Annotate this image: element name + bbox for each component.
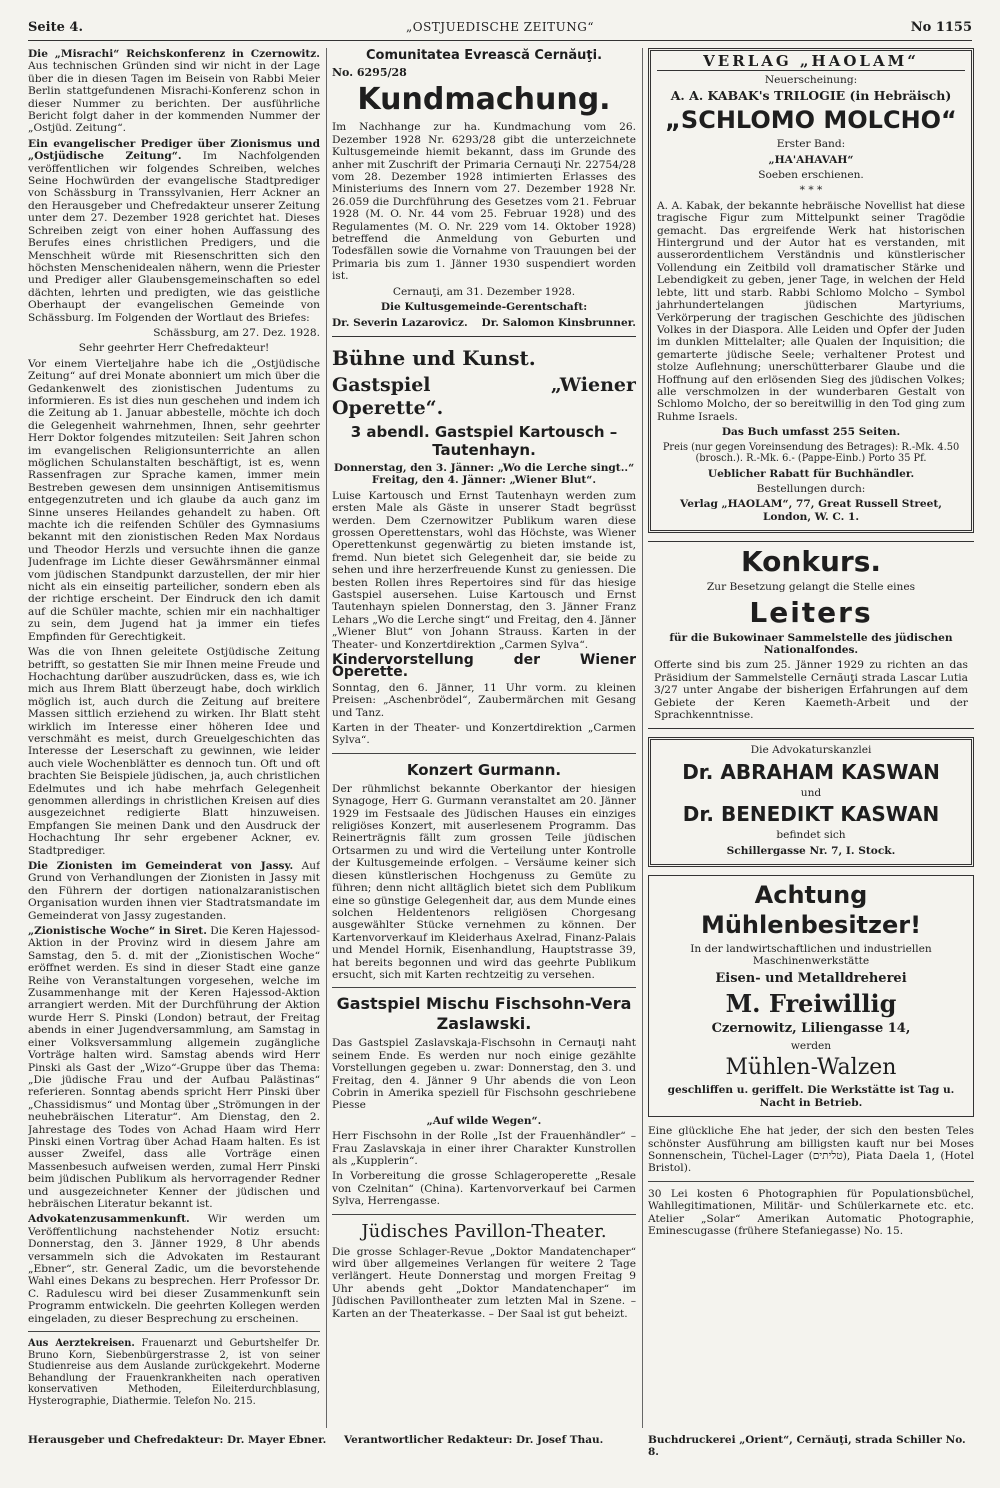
volume-label: Erster Band: bbox=[776, 138, 846, 151]
book-pages: Das Buch umfasst 255 Seiten. bbox=[721, 426, 901, 439]
konkurs-position: Leiters bbox=[749, 595, 873, 629]
book-title: „SCHLOMO MOLCHO“ bbox=[665, 106, 957, 135]
fischsohn-play: „Auf wilde Wegen“. bbox=[426, 1114, 542, 1127]
article-heading: Die Zionisten im Gemeinderat von Jassy. bbox=[28, 860, 294, 872]
konzert-body: Der rühmlichst bekannte Oberkantor der hiesigen Synagoge, Herr G. Gurmann veranstaltet am 20. Jänner 1929 im Festsaale des Jüdischen Hauses ein einziges religiöses Konzert, mit auserlesenem Programm. Das Reinerträgnis fällt zum grossen Teile jüdischen Ortsarmen zu und wird die Verteilung unter Kontrolle der Kultusgemeinde erfolgen. – Versäume keiner sich diesen künstlerischen Hochgenuss zu Gemüte zu führen; denn nicht alltäglich bietet sich dem Publikum eine so günstige Gelegenheit dar, aus dem Munde eines solchen Heldentenors religiösen Chorgesang ausgewählter Stücke vernehmen zu können. Der Kartenvorverkauf im Kleiderhaus Axelrad, Finanz-Palais und Mendel Hornik, Eisenhandlung, Hauptstrasse 39, hat bereits begonnen und wird das geehrte Publikum ersucht, sich mit Karten rechtzeitig zu versehen. bbox=[332, 782, 636, 981]
kindervorstellung-body: Sonntag, den 6. Jänner, 11 Uhr vorm. zu kleinen Preisen: „Aschenbrödel“, Zaubermärchen mit Gesang und Tanz. bbox=[332, 681, 636, 719]
pavillon-body: Die grosse Schlager-Revue „Doktor Mandatenchaper“ wird über allgemeines Verlangen für weitere 2 Tage verlängert. Heute Donnerstag und morgen Freitag 9 Uhr abends geht „Doktor Mandatenchaper“ im Jüdischen Pavillontheater zum letzten Mal in Szene. – Karten an der Theaterkasse. – Der Saal ist gut beheizt. bbox=[332, 1245, 636, 1320]
notice-ref: No. 6295/28 bbox=[332, 66, 407, 79]
location-label: befindet sich bbox=[776, 829, 846, 842]
article-advokaten bbox=[28, 1213, 320, 1325]
article-jassy bbox=[28, 860, 320, 922]
notice-signature: Die Kultusgemeinde-Gerentschaft: bbox=[380, 301, 588, 314]
ad-teles: Eine glückliche Ehe hat jeder, der sich den besten Teles schönster Ausführung am billigsten kauft nur bei Moses Sonnenschein, Tüchel-Lager (טליתים), Piata Daela 1, (Hotel Bristol). bbox=[648, 1125, 974, 1175]
gastspiel-body: Luise Kartousch und Ernst Tautenhayn werden zum ersten Male als Gäste in unserer Stadt begrüsst werden. Dem Czernowitzer Publikum waren diese grossen Operettenstars, wohl das Höchste, was Wiener Operettenkunst gegenwärtig zu bieten imstande ist, fremd. Nun bietet sich Gelegenheit dar, sie beide zu sehen und ihre herzerfreuende Kunst zu geniessen. Die besten Rollen ihres Repertoires sind für das hiesige Gastspiel ausersehen. Luise Kartousch und Ernst Tautenhayn spielen Donnerstag, den 3. Jänner Franz Lehars „Wo die Lerche singt“ und Freitag, den 4. Jänner „Wiener Blut“ von Johann Strauss. Karten in der Theater- und Konzertdirektion „Carmen Sylva“. bbox=[332, 489, 636, 651]
gastspiel-title: Gastspiel „Wiener Operette“. bbox=[332, 373, 636, 419]
product-description: geschliffen u. geriffelt. Die Werkstätte ist Tag u. Nacht in Betrieb. bbox=[667, 1084, 955, 1109]
gastspiel-dates: Donnerstag, den 3. Jänner: „Wo die Lerche singt..“ Freitag, den 4. Jänner: „Wiener Blut“. bbox=[333, 461, 635, 487]
article-body: Die Keren Hajessod-Aktion in der Provinz wird in diesem Jahre am Samstag, den 5. d. mit der „Zionistischen Woche“ eröffnet werden. Es sind in dieser Stadt eine ganze Reihe von Veranstaltungen vorgesehen, welche im Zusammenhange mit der Keren Hajessod-Aktion arrangiert werden. Mit der Durchführung der Aktion wurde Herr S. Pinski (London) betraut, der Freitag abends in einer Jugendversammlung, am Samstag in einer Volksversammlung allgemein zugängliche Vorträge halten wird. Samstag abends wird Herr Pinski als Gast der „Wizo“-Gruppe über das Thema: „Die jüdische Frau und der Aufbau Palästinas“ referieren. Sonntag abends spricht Herr Pinski über „Chassidismus“ und Montag über „Strömungen in der neuhebräischen Literatur“. Am Dienstag, den 2. Jahrestage des Todes von Achad Haam wird Herr Pinski einen Vortrag über Achad Haam halten. Es ist ausser Zweifel, dass alle Vorträge einen Massenbesuch aufweisen werden, zumal Herr Pinski beim jüdischen Publikum als hervorragender Redner und ausgezeichneter Kenner der jüdischen und hebräischen Literatur bekannt ist. bbox=[28, 925, 320, 1210]
article-body: Wir werden um Veröffentlichung nachstehender Notiz ersucht: Donnerstag, den 3. Jänner 1929, 8 Uhr abends versammeln sich die Advokaten im Restaurant „Ebner“, str. General Zadic, um die bevorstehende Wahl eines Dekans zu besprechen. Herr Professor Dr. C. Radulescu wird bei dieser Zusammenkunft sein Programm entwickeln. Die geehrten Kollegen werden eingeladen, zu dieser Besprechung zu erscheinen. bbox=[28, 1213, 320, 1325]
pavillon-title: Jüdisches Pavillon-Theater. bbox=[361, 1220, 607, 1242]
haolam-ad bbox=[648, 48, 974, 533]
separator-stars: * * * bbox=[799, 184, 823, 197]
kaswan-ad bbox=[648, 737, 974, 867]
company-name: M. Freiwillig bbox=[725, 988, 897, 1018]
divider bbox=[332, 1214, 636, 1215]
book-author: A. A. KABAK's TRILOGIE (in Hebräisch) bbox=[670, 87, 952, 103]
signer-name: Dr. Salomon Kinsbrunner. bbox=[481, 316, 636, 329]
notice-date: Cernauţi, am 31. Dezember 1928. bbox=[392, 285, 576, 298]
new-release-label: Neuerscheinung: bbox=[764, 74, 858, 87]
ad-aerztekreisen bbox=[28, 1338, 320, 1407]
ad-body: Frauenarzt und Geburtshelfer Dr. Bruno Korn, Siebenbürgerstrasse 2, ist von seiner Studienreise aus dem Auslande zurückgekehrt. Moderne Behandlung der Frauenkrankheiten nach operativen konservativen Methoden, Eileiterdurchblasung, Hysterographie, Diathermie. Telefon No. 215. bbox=[28, 1338, 320, 1407]
article-siret bbox=[28, 925, 320, 1210]
company-address: Czernowitz, Liliengasse 14, bbox=[711, 1020, 911, 1036]
kindervorstellung-body: Karten in der Theater- und Konzertdirektion „Carmen Sylva“. bbox=[332, 722, 636, 747]
konkurs-organization: für die Bukowinaer Sammelstelle des jüdischen Nationalfondes. bbox=[669, 631, 953, 656]
lawyer-name: Dr. BENEDIKT KASWAN bbox=[682, 802, 940, 827]
article-body: Im Nachfolgenden veröffentlichen wir folgendes Schreiben, welches Seine Hochwürden der evangelische Stadtprediger von Schässburg in Transsylvanien, Herr Ackner an den Herausgeber und Chefredakteur unserer Zeitung unter dem 27. Dezember 1928 gerichtet hat. Dieses Schreiben zeigt von einer hohen Auffassung des Berufes eines christlichen Predigers, und die Menschheit würde mit Riesenschritten sich den höchsten Menschenidealen nähern, wenn die Priester und Prediger aller Glaubensgemeinschaften so edel dächten, lehrten und predigten, wie das geistliche Oberhaupt der evangelischen Gemeinde von Schässburg. Im Folgenden der Wortlaut des Briefes: bbox=[28, 150, 320, 324]
gastspiel-subtitle: 3 abendl. Gastspiel Kartousch – Tautenhayn. bbox=[350, 422, 618, 459]
publisher-credit: Herausgeber und Chefredakteur: Dr. Mayer Ebner. bbox=[28, 1434, 327, 1446]
header-rule bbox=[28, 40, 972, 41]
konzert-title: Konzert Gurmann. bbox=[406, 760, 562, 779]
article-body: Aus technischen Gründen sind wir nicht in der Lage über die in diesen Tagen im Beisein von Rabbi Meier Berlin stattgefundenen Misrachi-Konferenz schon in dieser Nummer zu berichten. Der ausführliche Bericht folgt daher in der kommenden Nummer der „Ostjüd. Zeitung“. bbox=[28, 60, 320, 135]
fischsohn-body: Das Gastspiel Zaslavskaja-Fischsohn in Cernauţi naht seinem Ende. Es werden nur noch einige gezählte Vorstellungen gegeben u. zwar: Donnerstag, den 3. und Freitag, den 4. Jänner 9 Uhr abends die von Leon Cobrin in Amerika speziell für Fischsohn geschriebene Piesse bbox=[332, 1037, 636, 1112]
workshop-kind: Eisen- und Metalldreherei bbox=[715, 970, 907, 986]
ad-photo: 30 Lei kosten 6 Photographien für Populationsbüchel, Wahllegitimationen, Militär- und Schülerkarnete etc. etc. Atelier „Solar“ Amerikan Automatic Photographie, Eminescugasse (frühere Stefaniegasse) No. 15. bbox=[648, 1187, 974, 1237]
freiwillig-ad bbox=[648, 875, 974, 1117]
column-middle bbox=[332, 48, 636, 1428]
editor-credit: Verantwortlicher Redakteur: Dr. Josef Thau. bbox=[344, 1434, 604, 1446]
notice-title: Kundmachung. bbox=[357, 82, 611, 118]
article-heading: Die „Misrachi“ Reichskonferenz in Czernowitz. bbox=[28, 48, 320, 60]
kindervorstellung-title: Kindervorstellung der Wiener Operette. bbox=[332, 652, 636, 681]
printer-credit: Buchdruckerei „Orient“, Cernăuţi, strada Schiller No. 8. bbox=[648, 1434, 966, 1458]
article-heading: „Zionistische Woche“ in Siret. bbox=[28, 925, 207, 938]
newspaper-title: „OSTJUEDISCHE ZEITUNG“ bbox=[406, 20, 594, 34]
column-divider bbox=[326, 48, 327, 1428]
divider bbox=[28, 1331, 320, 1332]
divider bbox=[332, 987, 636, 988]
column-left bbox=[28, 48, 320, 1428]
conjunction: und bbox=[800, 786, 822, 799]
article-heading: Ein evangelischer Prediger über Zionismus und „Ostjüdische Zeitung“. bbox=[28, 137, 320, 163]
issue-number: No 1155 bbox=[910, 20, 972, 35]
konkurs-ad bbox=[648, 541, 974, 729]
volume-name: „HA'AHAVAH“ bbox=[768, 153, 854, 166]
kundmachung-notice bbox=[332, 48, 636, 337]
page-header bbox=[28, 16, 972, 38]
ad-heading: Aus Aerztekreisen. bbox=[28, 1338, 135, 1350]
column-right bbox=[648, 48, 974, 1428]
letter-salutation: Sehr geehrter Herr Chefredakteur! bbox=[78, 342, 270, 355]
divider bbox=[648, 1181, 974, 1182]
letter-body: Was die von Ihnen geleitete Ostjüdische Zeitung betrifft, so gestatten Sie mir Ihnen meine Freude und Hochachtung darüber auszudrücken, dass es, wie ich mich aus Ihrem Blatt überzeugt habe, doch wirklich möglich ist, auch durch die Zeitung auf breitere Massen sittlich erziehend zu wirken. Ihr Blatt steht wirklich im Interesse einer höheren Idee und verschmäht es meist, durch Greuelgeschichten das Interesse der Leserschaft zu gewinnen, wie leider auch viele Wochenblätter es dennoch tun. Oft und oft brachten Sie Beispiele jüdischen, ja, auch christlichen Edelmutes und ich habe mehrfach Gelegenheit genommen allerdings in christlichen Kreisen auf dies ausgezeichnet redigierte Blatt hinzuweisen. Empfangen Sie meinen Dank und den Ausdruck der Hochachtung Ihr sehr ergebener Ackner, ev. Stadtprediger. bbox=[28, 646, 320, 857]
article-body: Auf Grund von Verhandlungen der Zionisten in Jassy mit den Führern der dortigen nationalzaranistischen Organisation wurden ihnen vier Stadtratsmandate im Gemeinderat von Jassy zugestanden. bbox=[28, 860, 320, 922]
fischsohn-cast: Herr Fischsohn in der Rolle „Ist der Frauenhändler“ – Frau Zaslavskaja in einer ihrer Charakter Kunstrollen als „Kupplerin“. bbox=[332, 1130, 636, 1167]
office-address: Schillergasse Nr. 7, I. Stock. bbox=[726, 844, 896, 857]
connector-word: werden bbox=[790, 1039, 832, 1052]
page-footer bbox=[28, 1432, 972, 1458]
publisher-name: VERLAG „HAOLAM“ bbox=[657, 55, 965, 71]
section-title: Bühne und Kunst. bbox=[332, 345, 536, 370]
notice-body: Im Nachhange zur ha. Kundmachung vom 26. Dezember 1928 Nr. 6293/28 gibt die unterzeichnete Kultusgemeinde hiemit bekannt, dass im Grunde des anher mit Zuschrift der Primaria Cernauţi Nr. 22754/28 vom 28. Dezember 1928 intimierten Erlasses des Ministeriums des Innern vom 27. Dezember 1928 Nr. 26.059 die Durchführung des Gesetzes vom 21. Februar 1928 (M. O. Nr. 44 vom 25. Februar 1928) und des Regulamentes (M. O. Nr. 229 vom 14. Oktober 1928) betreffend die Anmeldung von Geburten und Todesfällen sowie die Vornahme von Trauungen bei der Primaria bis zum 1. Jänner 1930 suspendiert worden ist. bbox=[332, 121, 636, 283]
product-name: Mühlen-Walzen bbox=[725, 1055, 897, 1081]
column-divider bbox=[642, 48, 643, 1428]
konkurs-title: Konkurs. bbox=[740, 545, 882, 579]
article-misrachi bbox=[28, 48, 320, 135]
letter-body: Vor einem Vierteljahre habe ich die „Ostjüdische Zeitung“ auf drei Monate abonniert um mich über die Gedankenwelt des zionistischen Judentums zu informieren. Es ist dies nun geschehen und indem ich die Zeitung ab 1. Januar abbestelle, möchte ich doch die Gelegenheit wahrnehmen, Ihnen, sehr geehrter Herr Doktor folgendes mitzuteilen: Seit Jahren schon im evangelischen Religionsunterrichte an allen möglichen Schulanstalten beschäftigt, ist es, wenn Rassenfragen zur Sprache kamen, immer mein Bestreben gewesen dem unsinnigen Antisemitismus entgegenzutreten und ich glaube da auch ganz im Sinne unseres Heilandes gehandelt zu haben. Oft machte ich die reifenden Schüler des Gymnasiums bekannt mit den zionistischen Reden Max Nordaus und Theodor Herzls und versuchte ihnen die ganze Judenfrage im Lichte dieser Gewährsmänner einmal vom jüdischen Standpunkt darzustellen, der mir hier nicht als ein einseitig parteilicher, sondern eben als der richtige erscheint. Der Eindruck den ich damit auf die Schüler machte, schien mir ein nachhaltiger zu sein, dem Jugend hat ja immer ein tiefes Empfinden für Gerechtigkeit. bbox=[28, 357, 320, 643]
konkurs-subtitle: Zur Besetzung gelangt die Stelle eines bbox=[706, 581, 916, 594]
order-label: Bestellungen durch: bbox=[756, 482, 866, 495]
fischsohn-upcoming: In Vorbereitung die grosse Schlageroperette „Resale von Czelnitan“ (China). Kartenvorverkauf bei Carmen Sylva, Herrengasse. bbox=[332, 1170, 636, 1208]
page-number: Seite 4. bbox=[28, 20, 83, 35]
kanzlei-label: Die Advokaturskanzlei bbox=[750, 744, 872, 757]
ad-headline: Achtung Mühlenbesitzer! bbox=[700, 881, 922, 940]
fischsohn-title: Gastspiel Mischu Fischsohn-Vera Zaslawski. bbox=[336, 994, 632, 1034]
divider bbox=[332, 753, 636, 754]
notice-signers bbox=[332, 317, 636, 329]
notice-org: Comunitatea Evrească Cernăuţi. bbox=[365, 48, 603, 63]
konkurs-body: Offerte sind bis zum 25. Jänner 1929 zu richten an das Präsidium der Sammelstelle Cernăuţi strada Lascar Lutia 3/27 unter Angabe der bisherigen Erfahrungen auf dem Gebiete der Keren Kaemeth-Arbeit und der Sprachkenntnisse. bbox=[654, 659, 968, 722]
book-description: A. A. Kabak, der bekannte hebräische Novellist hat diese tragische Figur zum Mittelpunkt seiner Tragödie gemacht. Das ergreifende Werk hat historischen Hintergrund und der Autor hat es verstanden, mit ausserordentlichem Verständnis und künstlerischer Vollendung ein Zeitbild voll dramatischer Stärke und Lebendigkeit zu geben, jener Tage, in welchen der Held lebte, litt und starb. Rabbi Schlomo Molcho – Symbol jahrhundertelangen jüdischen Martyriums, Verkörperung der tragischen Geschichte des jüdischen Volkes in der Diaspora. Alle Leiden und Opfer der Juden im dunklen Mittelalter; alle Qualen der Inquisition; die gemarterte jüdische Seele; verhaltener Protest und stolze Auflehnung; unerschütterbarer Glaube und die Hoffnung auf den erlösenden Sieg des jüdischen Volkes; alle verschmolzen in der wunderbaren Gestalt von Schlomo Molcho, der so bereitwillig in den Tod ging zum Ruhme Israels. bbox=[657, 199, 965, 423]
article-prediger bbox=[28, 138, 320, 324]
letter-date: Schässburg, am 27. Dez. 1928. bbox=[153, 326, 320, 339]
ad-intro: In der landwirtschaftlichen und industriellen Maschinenwerkstätte bbox=[690, 943, 932, 968]
article-heading: Advokatenzusammenkunft. bbox=[28, 1213, 190, 1226]
bookseller-discount: Ueblicher Rabatt für Buchhändler. bbox=[707, 467, 915, 480]
signer-name: Dr. Severin Lazarovicz. bbox=[332, 316, 468, 329]
release-status: Soeben erschienen. bbox=[758, 169, 864, 182]
publisher-address: Verlag „HAOLAM“, 77, Great Russell Street, London, W. C. 1. bbox=[680, 498, 942, 523]
lawyer-name: Dr. ABRAHAM KASWAN bbox=[682, 759, 940, 784]
book-price: Preis (nur gegen Voreinsendung des Betrages): R.-Mk. 4.50 (brosch.). R.-Mk. 6.- (Pappe-Einb.) Porto 35 Pf. bbox=[662, 441, 960, 465]
